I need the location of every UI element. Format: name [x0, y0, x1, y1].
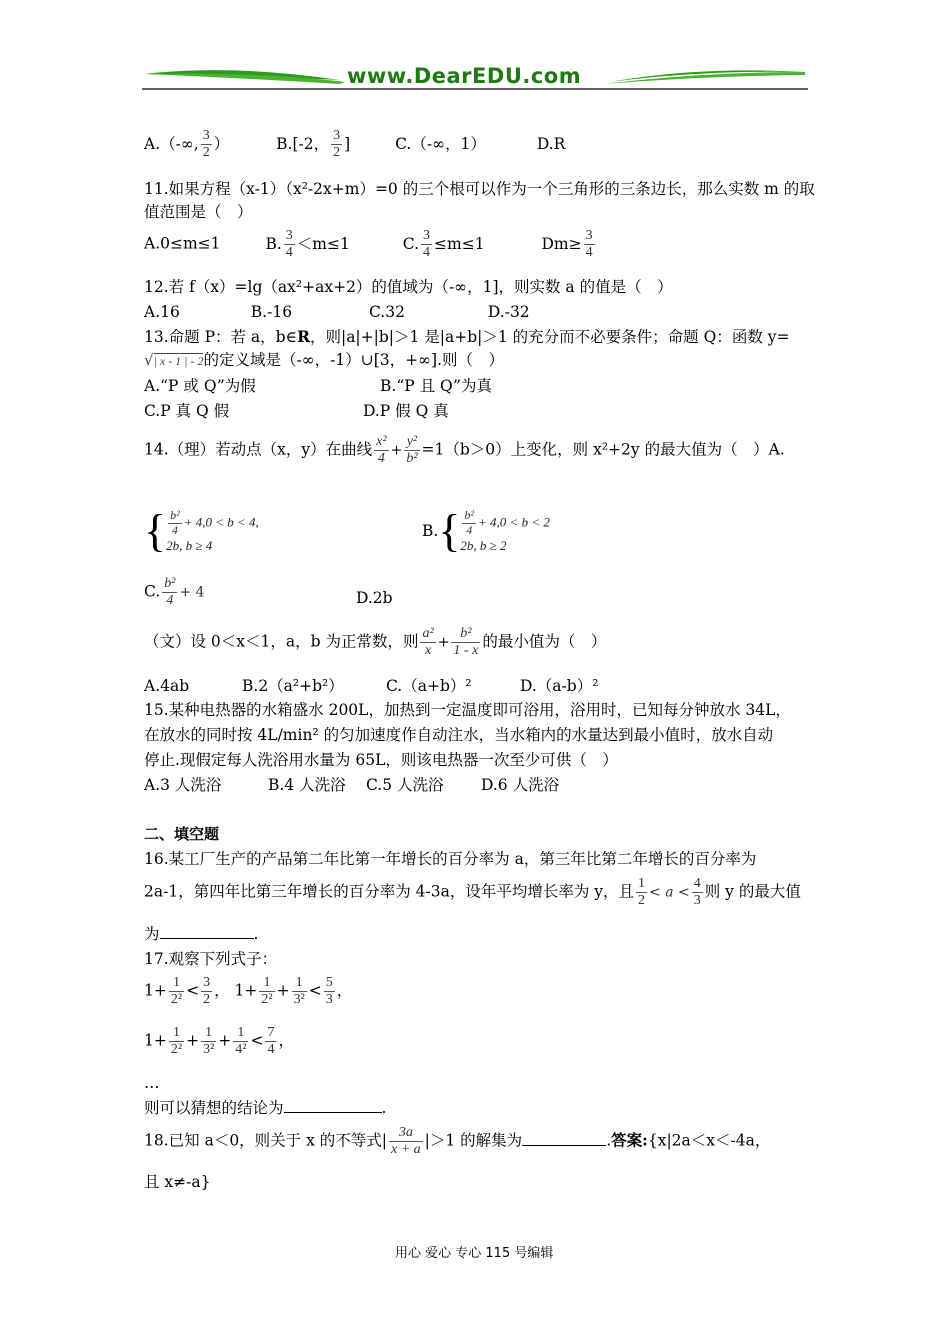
q15-line1: 15.某种电热器的水箱盛水 200L，加热到一定温度即可浴用，浴用时，已知每分钟放水 34L，: [144, 701, 791, 719]
logo-text: www.DearEDU.com: [347, 64, 582, 88]
q12-option-b: B.-16: [250, 303, 293, 321]
left-brace-icon: {: [438, 505, 461, 556]
q17-line1: 17.观察下列式子：: [144, 950, 278, 968]
q11-option-c: C. $\frac{3}{4}$ ≤m≤1: [402, 228, 485, 261]
q14-wen-option-b: B.2（a²+b²）: [242, 677, 344, 695]
left-brace-icon: {: [144, 505, 167, 556]
q11-line2: 值范围是（ ）: [144, 203, 253, 221]
header-logo: [140, 62, 810, 94]
q16-line2: 2a-1，第四年比第三年增长的百分率为 4-3a，设年平均增长率为 y，且 $\frac{1}{2}$ < a < $\frac{4}{3}$ 则 y 的最大值: [144, 876, 801, 909]
q17-expr2: 1+ $\frac{1}{\text{2²}}$ + $\frac{1}{\text{3²}}$ + $\frac{1}{\text{4²}}$ < $\frac{7}{4}$ ，: [144, 1025, 294, 1058]
q14-wen-options: [144, 676, 599, 696]
q14-option-b: B.{ $\frac{\text{b²}}{4}$ + 4,0 < b < 2 2b, b ≥ 2: [422, 505, 550, 556]
answer-blank[interactable]: [522, 1131, 606, 1146]
q12-option-d: D.-32: [487, 303, 530, 321]
answer-blank[interactable]: [160, 924, 254, 939]
q13-options-row2: [144, 401, 449, 421]
q17-dots: …: [144, 1074, 160, 1092]
q11-line1: 11.如果方程（x-1）（x²-2x+m）=0 的三个根可以作为一个三角形的三条边长，那么实数 m 的取: [144, 180, 815, 198]
q10-option-b: B.[-2， $\frac{3}{2}$ ]: [276, 128, 351, 161]
q12-options: [144, 302, 530, 322]
q14-line1: 14.（理）若动点（x，y）在曲线 $\frac{\text{x²}}{4}$ + $\frac{\text{y²}}{\text{b²}}$ =1（b＞0）上变化，则 x²+2y 的最大值为（ ）A.: [144, 434, 785, 467]
q15-option-c: C.5 人洗浴: [366, 776, 444, 794]
q17-conclusion: 则可以猜想的结论为 .: [144, 1099, 387, 1117]
q15-line3: 停止.现假定每人洗浴用水量为 65L，则该电热器一次至少可供（ ）: [144, 751, 618, 769]
q15-options: [144, 775, 560, 795]
q10-option-d: D.R: [536, 134, 566, 153]
answer-blank[interactable]: [284, 1098, 382, 1113]
q14-option-a: { $\frac{\text{b²}}{4}$ + 4,0 < b < 4, 2b, b ≥ 4: [144, 505, 259, 556]
q13-option-d: D.P 假 Q 真: [363, 402, 449, 420]
sqrt-icon: √: [144, 351, 154, 369]
q14-wen-option-a: A.4ab: [144, 677, 190, 695]
q15-line2: 在放水的同时按 4L/min² 的匀加速度作自动注水，当水箱内的水量达到最小值时，放水自动: [144, 726, 774, 744]
q13-options-row1: [144, 376, 492, 396]
q18-line1: 18.已知 a＜0，则关于 x 的不等式| $\frac{3a}{x + a}$ |＞1 的解集为 .答案:{x|2a＜x＜-4a，: [144, 1125, 771, 1158]
q11-options: [144, 228, 597, 261]
q14-wen-option-c: C.（a+b）²: [386, 677, 472, 695]
q13-line2: √| x - 1 | - 2的定义域是（-∞，-1）∪[3，+∞].则（ ）: [144, 351, 505, 369]
q16-line3: 为 .: [144, 925, 259, 943]
q14-option-c: C. $\frac{\text{b²}}{4}$ + 4: [144, 576, 205, 609]
q17-expr1: 1+ $\frac{1}{\text{2²}}$ < $\frac{3}{2}$ ， 1+ $\frac{1}{\text{2²}}$ + $\frac{1}{\text{3²}}$ < $\frac{5}{3}$ ，: [144, 975, 353, 1008]
q15-option-d: D.6 人洗浴: [481, 776, 560, 794]
q10-option-c: C.（-∞，1）: [395, 134, 486, 153]
q11-option-d: Dm≥ $\frac{3}{4}$: [541, 228, 593, 261]
q10-option-a: A.（-∞, $\frac{3}{2}$ ）: [144, 128, 230, 161]
q12-line1: 12.若 f（x）=lg（ax²+ax+2）的值域为（-∞，1]，则实数 a 的值是（ ）: [144, 278, 673, 296]
q15-option-b: B.4 人洗浴: [268, 776, 346, 794]
q15-option-a: A.3 人洗浴: [144, 776, 222, 794]
q14-option-d: D.2b: [356, 589, 393, 607]
q11-option-b: B. $\frac{3}{4}$ ＜m≤1: [265, 228, 350, 261]
q10-options: [144, 128, 565, 161]
q12-option-a: A.16: [144, 303, 180, 321]
q18-line2: 且 x≠-a}: [144, 1173, 211, 1191]
q13-option-c: C.P 真 Q 假: [144, 402, 230, 420]
q13-line1: 13.命题 P：若 a，b∈R，则|a|+|b|＞1 是|a+b|＞1 的充分而不必要条件；命题 Q：函数 y=: [144, 327, 790, 346]
q14-wen-line: （文）设 0＜x＜1，a，b 为正常数，则 $\frac{\text{a²}}{x}$ + $\frac{\text{b²}}{1 - x}$ 的最小值为（ ）: [144, 626, 607, 659]
q13-option-a: A.“P 或 Q”为假: [144, 377, 256, 395]
section-title: 二、填空题: [144, 825, 220, 843]
q12-option-c: C.32: [369, 303, 405, 321]
q14-wen-option-d: D.（a-b）²: [520, 677, 599, 695]
q11-option-a: A.0≤m≤1: [144, 234, 221, 253]
page-footer: 用心 爱心 专心 115 号编辑: [395, 1246, 554, 1261]
q13-option-b: B.“P 且 Q”为真: [380, 377, 492, 395]
q16-line1: 16.某工厂生产的产品第二年比第一年增长的百分率为 a，第三年比第二年增长的百分率为: [144, 850, 757, 868]
